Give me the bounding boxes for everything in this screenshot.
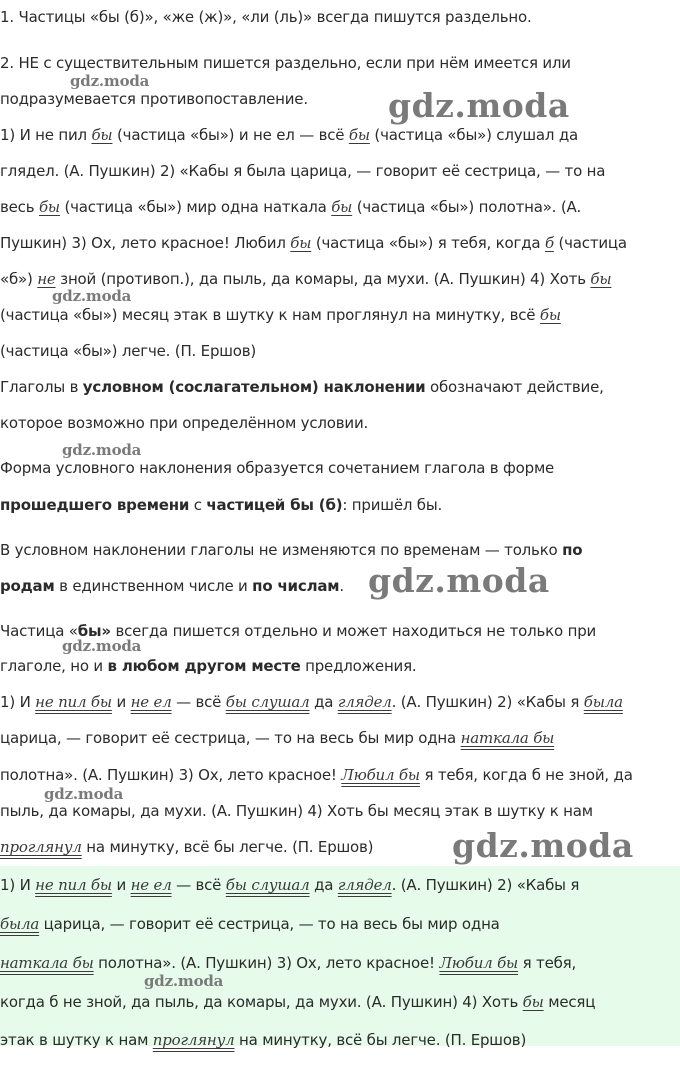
particle-underlined: бы (539, 306, 561, 324)
example1-line-2: глядел. (А. Пушкин) 2) «Кабы я была царица, — говорит её сестрица, — то на (0, 162, 606, 180)
predicate-underlined: не пил бы (35, 693, 112, 711)
particle-underlined: бы (91, 126, 113, 144)
theory-line-5: В условном наклонении глаголы не изменяются по временам — только по (0, 541, 583, 559)
particle-underlined: бы (38, 198, 60, 216)
example1-line-4: Пушкин) 3) Ох, лето красное! Любил бы (частица «бы») я тебя, когда б (частица (0, 234, 627, 252)
predicate-underlined: наткала бы (0, 954, 94, 972)
predicate-underlined: не пил бы (35, 876, 112, 894)
predicate-underlined: проглянул (0, 838, 82, 856)
predicate-underlined: Любил бы (341, 766, 420, 784)
example3-line-4: когда б не зной, да пыль, да комары, да мухи. (А. Пушкин) 4) Хоть бы месяц (0, 993, 596, 1011)
theory-line-6: родам в единственном числе и по числам. (0, 577, 344, 595)
example3-line-3: наткала бы полотна». (А. Пушкин) 3) Ох, лето красное! Любил бы я тебя, (0, 954, 577, 972)
watermark: gdz.moda (62, 637, 142, 655)
example2-line-2: царица, — говорит её сестрица, — то на весь бы мир одна наткала бы (0, 729, 555, 747)
rule-2-line-1: 2. НЕ с существительным пишется раздельно, если при нём имеется или (0, 54, 571, 72)
particle-underlined: бы (290, 234, 312, 252)
watermark: gdz.moda (62, 441, 142, 459)
example1-line-1: 1) И не пил бы (частица «бы») и не ел — всё бы (частица «бы») слушал да (0, 126, 579, 144)
predicate-underlined: глядел (337, 876, 392, 894)
particle-underlined: бы (522, 993, 544, 1011)
example2-line-1: 1) И не пил бы и не ел — всё бы слушал да глядел. (А. Пушкин) 2) «Кабы я была (0, 693, 623, 711)
predicate-underlined: глядел (337, 693, 392, 711)
particle-underlined: бы (348, 126, 370, 144)
watermark: gdz.moda (388, 86, 570, 125)
example2-line-3: полотна». (А. Пушкин) 3) Ох, лето красное! Любил бы я тебя, когда б не зной, да (0, 766, 633, 784)
theory-line-8: глаголе, но и в любом другом месте предложения. (0, 657, 417, 675)
watermark: gdz.moda (452, 826, 634, 865)
particle-underlined: не (37, 270, 56, 288)
theory-line-2: которое возможно при определённом условии. (0, 414, 369, 432)
theory-line-4: прошедшего времени с частицей бы (б): пришёл бы. (0, 496, 443, 514)
watermark: gdz.moda (52, 287, 132, 305)
rule-1: 1. Частицы «бы (б)», «же (ж)», «ли (ль)» всегда пишутся раздельно. (0, 8, 532, 26)
predicate-underlined: была (0, 915, 40, 933)
particle-underlined: б (544, 234, 554, 252)
predicate-underlined: проглянул (152, 1031, 235, 1049)
rule-2-line-2: подразумевается противопоставление. (0, 90, 308, 108)
predicate-underlined: бы слушал (225, 876, 310, 894)
example1-line-5: «б») не зной (противоп.), да пыль, да комары, да мухи. (А. Пушкин) 4) Хоть бы (0, 270, 612, 288)
watermark: gdz.moda (144, 972, 224, 990)
predicate-underlined: была (583, 693, 623, 711)
example3-line-2: была царица, — говорит её сестрица, — то на весь бы мир одна (0, 915, 500, 933)
example1-line-6: (частица «бы») месяц этак в шутку к нам проглянул на минутку, всё бы (0, 306, 561, 324)
example2-line-5: проглянул на минутку, всё бы легче. (П. Ершов) (0, 838, 374, 856)
watermark: gdz.moda (44, 785, 124, 803)
predicate-underlined: Любил бы (439, 954, 519, 972)
example3-line-1: 1) И не пил бы и не ел — всё бы слушал да глядел. (А. Пушкин) 2) «Кабы я (0, 876, 580, 894)
example1-line-3: весь бы (частица «бы») мир одна наткала бы (частица «бы») полотна». (А. (0, 198, 582, 216)
particle-underlined: бы (590, 270, 612, 288)
particle-underlined: бы (331, 198, 353, 216)
theory-line-3: Форма условного наклонения образуется сочетанием глагола в форме (0, 459, 555, 477)
predicate-underlined: бы слушал (225, 693, 310, 711)
theory-line-1: Глаголы в условном (сослагательном) наклонении обозначают действие, (0, 378, 604, 396)
predicate-underlined: не ел (130, 876, 172, 894)
predicate-underlined: не ел (130, 693, 172, 711)
watermark: gdz.moda (368, 561, 550, 600)
predicate-underlined: наткала бы (460, 729, 555, 747)
watermark: gdz.moda (70, 72, 150, 90)
example3-line-5: этак в шутку к нам проглянул на минутку, всё бы легче. (П. Ершов) (0, 1031, 527, 1049)
theory-line-7: Частица «бы» всегда пишется отдельно и может находиться не только при (0, 622, 597, 640)
example2-line-4: пыль, да комары, да мухи. (А. Пушкин) 4) Хоть бы месяц этак в шутку к нам (0, 802, 593, 820)
example1-line-7: (частица «бы») легче. (П. Ершов) (0, 342, 257, 360)
